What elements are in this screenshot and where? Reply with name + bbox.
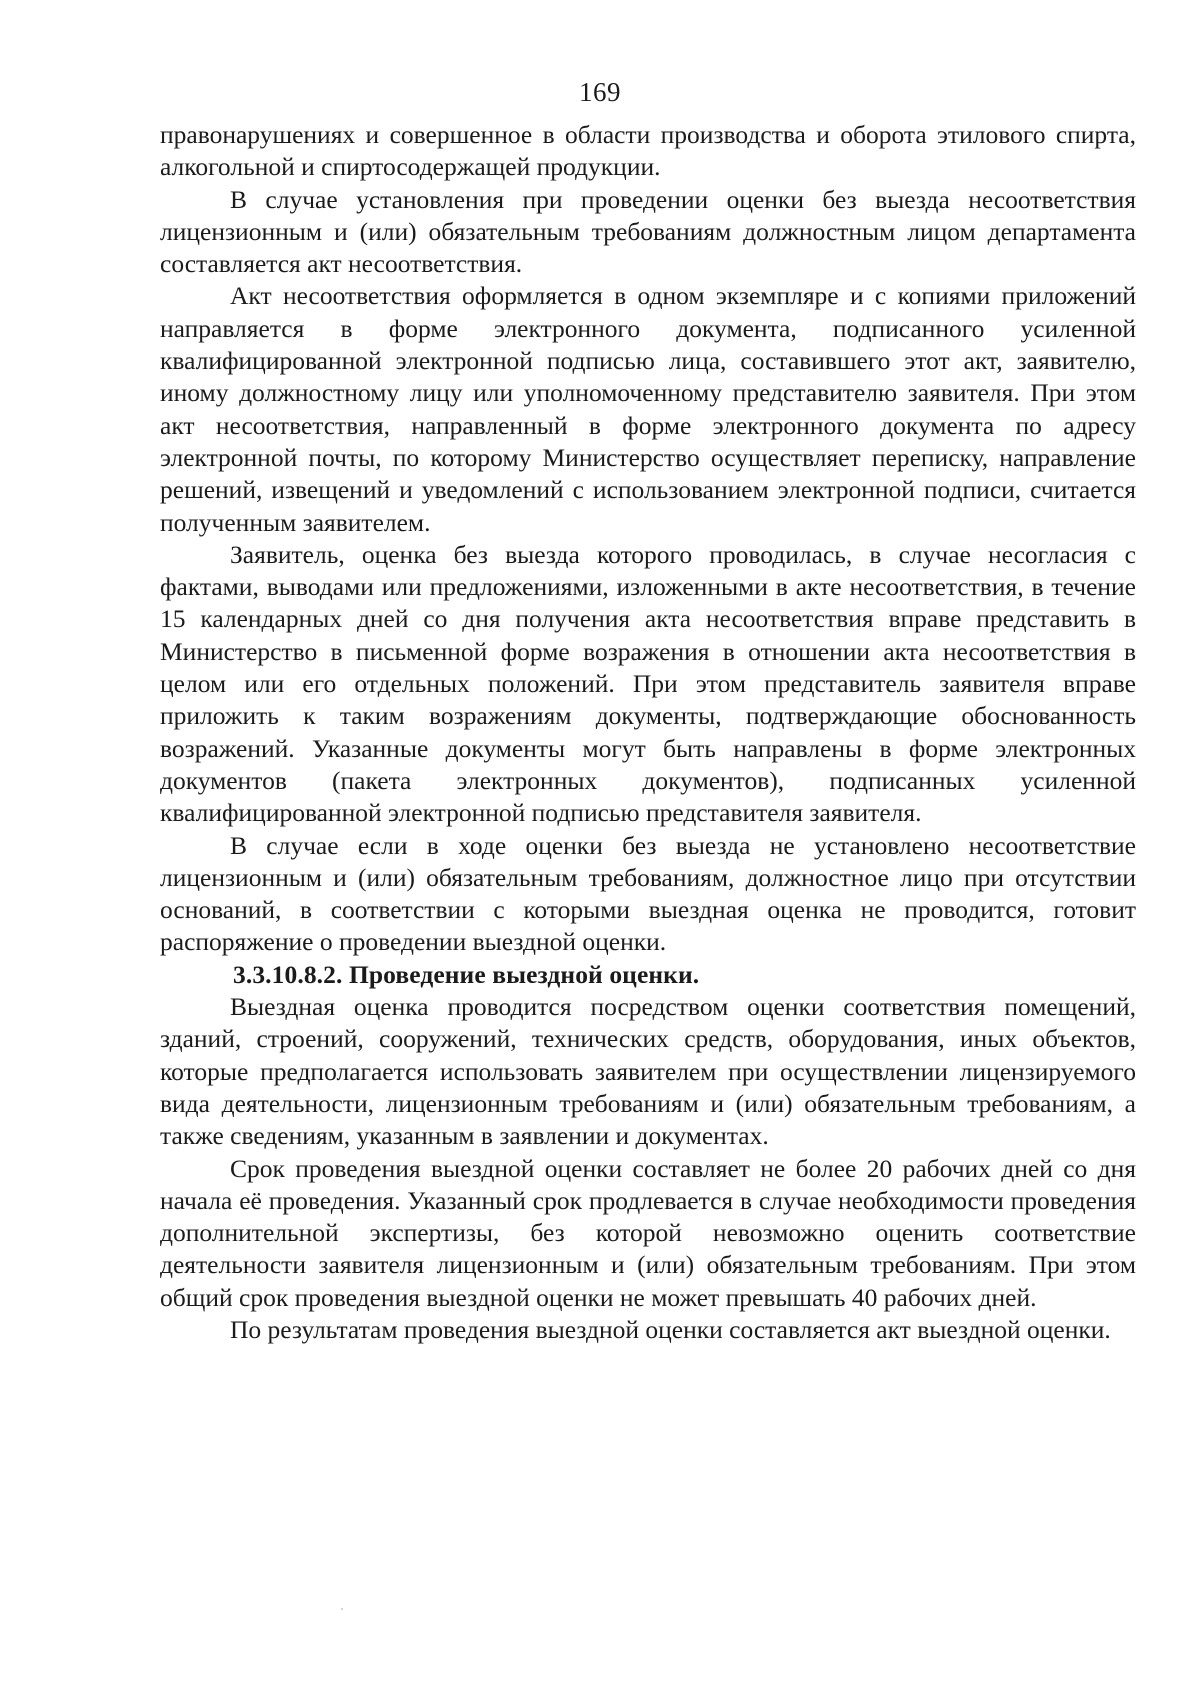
paragraph-nonconformity-detection: В случае установления при проведении оценки без выезда несоответствия лицензионным и (или) обязательным требованиям должностным лицом департамента составляется акт несоответствия. xyxy=(160,184,1136,279)
paragraph-no-nonconformity: В случае если в ходе оценки без выезда не установлено несоответствие лицензионным и (или) обязательным требованиям, должностное лицо при отсутствии оснований, в соответствии с которыми выездная оценка не проводится, готовит распоряжение о проведении выездной оценки. xyxy=(160,830,1136,957)
document-body xyxy=(160,119,1136,1346)
paragraph-onsite-term: Срок проведения выездной оценки составляет не более 20 рабочих дней со дня начала её проведения. Указанный срок продлевается в случае необходимости проведения дополнительной экспертизы, без которой невозможно оценить соответствие деятельности заявителя лицензионным и (или) обязательным требованиям. При этом общий срок проведения выездной оценки не может превышать 40 рабочих дней. xyxy=(160,1153,1136,1312)
paragraph-onsite-assessment: Выездная оценка проводится посредством оценки соответствия помещений, зданий, строений, сооружений, технических средств, оборудования, иных объектов, которые предполагается использовать заявителем при осуществлении лицензируемого вида деятельности, лицензионным требованиям и (или) обязательным требованиям, а также сведениям, указанным в заявлении и документах. xyxy=(160,992,1136,1151)
paragraph-applicant-objections: Заявитель, оценка без выезда которого проводилась, в случае несогласия с фактами, выводами или предложениями, изложенными в акте несоответствия, в течение 15 календарных дней со дня получения акта несоответствия вправе представить в Министерство в письменной форме возражения в отношении акта несоответствия в целом или его отдельных положений. При этом представитель заявителя вправе приложить к таким возражениям документы, подтверждающие обоснованность возражений. Указанные документы могут быть направлены в форме электронных документов (пакета электронных документов), подписанных усиленной квалифицированной электронной подписью представителя заявителя. xyxy=(160,539,1136,828)
scan-speck xyxy=(341,1608,343,1610)
page-number: 169 xyxy=(579,77,621,107)
paragraph-continuation: правонарушениях и совершенное в области производства и оборота этилового спирта, алкогольной и спиртосодержащей продукции. xyxy=(160,120,1136,182)
section-heading: 3.3.10.8.2. Проведение выездной оценки. xyxy=(233,959,700,989)
paragraph-nonconformity-act: Акт несоответствия оформляется в одном экземпляре и с копиями приложений направляется в форме электронного документа, подписанного усиленной квалифицированной электронной подписью лица, составившего этот акт, заявителю, иному должностному лицу или уполномоченному представителю заявителя. При этом акт несоответствия, направленный в форме электронного документа по адресу электронной почты, по которому Министерство осуществляет переписку, направление решений, извещений и уведомлений с использованием электронной подписи, считается полученным заявителем. xyxy=(160,281,1136,537)
paragraph-onsite-result: По результатам проведения выездной оценки составляется акт выездной оценки. xyxy=(230,1314,1111,1344)
